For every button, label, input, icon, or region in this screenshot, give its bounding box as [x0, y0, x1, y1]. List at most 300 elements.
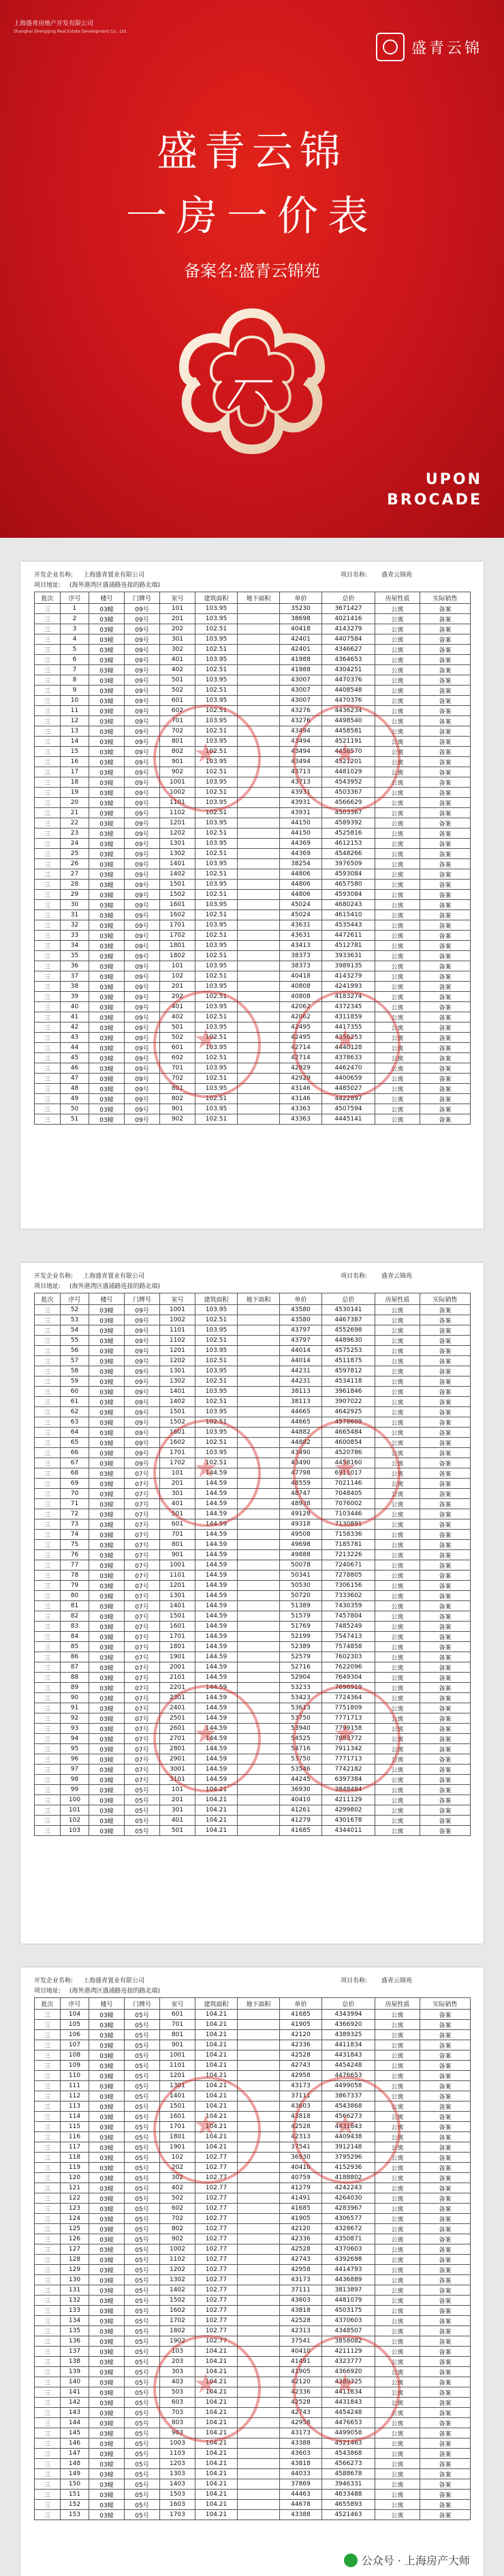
table-cell: 03幢: [89, 2132, 125, 2142]
table-cell: 102.77: [195, 2193, 238, 2204]
table-cell: [238, 900, 280, 910]
table-cell: 03幢: [89, 2204, 125, 2214]
table-row: [35, 2500, 471, 2510]
table-cell: 42528: [280, 2244, 322, 2255]
table-cell: 4304251: [322, 665, 375, 675]
table-cell: 三: [35, 2255, 61, 2265]
table-cell: 三: [35, 1754, 61, 1765]
table-cell: 09号: [125, 1315, 160, 1325]
table-cell: 55: [61, 1336, 89, 1346]
table-cell: 102.77: [195, 2173, 238, 2183]
table-cell: 132: [61, 2296, 89, 2306]
table-cell: 4597812: [322, 1366, 375, 1376]
column-header: 实际销售: [420, 1293, 471, 1305]
table-cell: 702: [160, 2214, 195, 2224]
table-row: [35, 1499, 471, 1509]
table-cell: 44369: [280, 849, 322, 859]
table-cell: 41988: [280, 665, 322, 675]
table-cell: 03幢: [89, 614, 125, 624]
table-cell: 144.59: [195, 1571, 238, 1581]
table-cell: 202: [160, 624, 195, 634]
table-cell: 备案: [420, 2449, 471, 2459]
table-cell: 公寓: [375, 2285, 420, 2296]
table-cell: [238, 1023, 280, 1033]
table-cell: 43818: [280, 2112, 322, 2122]
table-cell: [238, 890, 280, 900]
table-cell: [238, 2255, 280, 2265]
table-cell: 三: [35, 2081, 61, 2091]
table-cell: 43631: [280, 920, 322, 931]
table-row: [35, 716, 471, 726]
table-cell: 71: [61, 1499, 89, 1509]
table-row: [35, 1601, 471, 1611]
table-cell: 03幢: [89, 2040, 125, 2050]
table-cell: 3867337: [322, 2091, 375, 2102]
table-cell: 102.51: [195, 971, 238, 982]
table-cell: 128: [61, 2255, 89, 2265]
table-cell: [238, 1074, 280, 1084]
table-cell: 103.95: [195, 716, 238, 726]
table-cell: 52716: [280, 1662, 322, 1673]
table-cell: 4431843: [322, 2122, 375, 2132]
table-cell: 901: [160, 757, 195, 767]
table-row: [35, 1104, 471, 1114]
table-cell: 42: [61, 1023, 89, 1033]
table-cell: 09号: [125, 1376, 160, 1387]
table-cell: 104.21: [195, 2050, 238, 2061]
table-cell: 3946331: [322, 2479, 375, 2490]
table-cell: [238, 1356, 280, 1366]
table-cell: 03幢: [89, 2265, 125, 2275]
table-cell: 03幢: [89, 1053, 125, 1063]
table-cell: 公寓: [375, 2479, 420, 2490]
table-cell: 三: [35, 798, 61, 808]
table-cell: 03幢: [89, 971, 125, 982]
table-cell: 备案: [420, 696, 471, 706]
table-cell: 备案: [420, 849, 471, 859]
table-cell: 公寓: [375, 1499, 420, 1509]
table-cell: 102.77: [195, 2336, 238, 2347]
table-cell: 801: [160, 2030, 195, 2040]
table-cell: 1501: [160, 1407, 195, 1417]
table-cell: 三: [35, 1611, 61, 1622]
brand-logo-icon: [376, 33, 405, 61]
table-cell: 备案: [420, 1397, 471, 1407]
table-cell: 4593084: [322, 869, 375, 880]
table-cell: 三: [35, 737, 61, 747]
table-row: [35, 2112, 471, 2122]
table-cell: 42528: [280, 2316, 322, 2326]
table-cell: [238, 2428, 280, 2438]
table-cell: 53546: [280, 1765, 322, 1775]
table-cell: 104: [61, 2010, 89, 2020]
table-cell: 6: [61, 655, 89, 665]
table-cell: 三: [35, 2296, 61, 2306]
table-cell: 51769: [280, 1622, 322, 1632]
table-cell: 09号: [125, 1084, 160, 1094]
table-cell: 三: [35, 2204, 61, 2214]
table-cell: 03幢: [89, 696, 125, 706]
table-cell: 123: [61, 2204, 89, 2214]
table-cell: 03幢: [89, 777, 125, 788]
table-cell: 43490: [280, 1448, 322, 1458]
table-cell: [238, 982, 280, 992]
table-row: [35, 2367, 471, 2377]
table-cell: [238, 2224, 280, 2234]
table-cell: 03幢: [89, 1785, 125, 1795]
table-cell: 三: [35, 1336, 61, 1346]
table-cell: 三: [35, 818, 61, 828]
table-row: [35, 951, 471, 961]
table-cell: 03幢: [89, 2193, 125, 2204]
table-row: [35, 767, 471, 777]
table-cell: 103.95: [195, 634, 238, 645]
table-cell: 公寓: [375, 1104, 420, 1114]
table-cell: 03幢: [89, 1063, 125, 1074]
table-cell: 公寓: [375, 1438, 420, 1448]
table-cell: 三: [35, 2244, 61, 2255]
table-cell: 公寓: [375, 1074, 420, 1084]
table-cell: [238, 2234, 280, 2244]
table-row: [35, 1530, 471, 1540]
table-cell: 3: [61, 624, 89, 634]
wechat-icon: [344, 2554, 358, 2567]
table-cell: [238, 1662, 280, 1673]
table-cell: 07号: [125, 1560, 160, 1571]
table-cell: 135: [61, 2326, 89, 2336]
table-cell: 公寓: [375, 1084, 420, 1094]
table-cell: 备案: [420, 2326, 471, 2336]
table-cell: 65: [61, 1438, 89, 1448]
table-cell: 03幢: [89, 2244, 125, 2255]
table-cell: 备案: [420, 1012, 471, 1023]
table-row: [35, 1315, 471, 1325]
table-cell: 1802: [160, 2326, 195, 2336]
table-row: [35, 1325, 471, 1336]
table-cell: 41491: [280, 2193, 322, 2204]
table-cell: 38254: [280, 859, 322, 869]
table-cell: 7103446: [322, 1509, 375, 1519]
table-cell: 三: [35, 1094, 61, 1104]
column-header: 门牌号: [125, 592, 160, 604]
location-label: 项目地址:: [34, 582, 61, 589]
table-cell: 89: [61, 1683, 89, 1693]
table-cell: 03幢: [89, 1012, 125, 1023]
table-cell: 07号: [125, 1713, 160, 1724]
table-cell: [238, 1104, 280, 1114]
table-cell: 备案: [420, 1642, 471, 1652]
table-cell: 公寓: [375, 2173, 420, 2183]
table-cell: 7724364: [322, 1693, 375, 1703]
table-cell: 44882: [280, 1428, 322, 1438]
table-cell: 4655893: [322, 2500, 375, 2510]
footer-text: 公众号 · 上海房产大师: [361, 2554, 470, 2567]
table-cell: [238, 1376, 280, 1387]
table-cell: 三: [35, 1376, 61, 1387]
table-cell: 501: [160, 1023, 195, 1033]
table-cell: 12: [61, 716, 89, 726]
table-cell: 102.77: [195, 2244, 238, 2255]
table-cell: [238, 665, 280, 675]
table-cell: 503: [160, 2387, 195, 2398]
table-cell: [238, 1479, 280, 1489]
table-cell: 4521463: [322, 2438, 375, 2449]
price-table: [34, 1997, 471, 2520]
table-cell: 4530141: [322, 1305, 375, 1315]
table-cell: 85: [61, 1642, 89, 1652]
table-cell: 备案: [420, 1754, 471, 1765]
table-cell: 备案: [420, 634, 471, 645]
table-cell: 05号: [125, 2479, 160, 2490]
column-header: 房屋性质: [375, 1293, 420, 1305]
table-cell: 4633488: [322, 2490, 375, 2500]
table-cell: 44231: [280, 1366, 322, 1376]
table-cell: 备案: [420, 1816, 471, 1826]
table-cell: 03幢: [89, 2428, 125, 2438]
table-cell: 151: [61, 2490, 89, 2500]
table-cell: 36: [61, 961, 89, 971]
table-cell: 公寓: [375, 726, 420, 737]
table-cell: 03幢: [89, 1673, 125, 1683]
table-cell: 03幢: [89, 849, 125, 859]
table-cell: 4328672: [322, 2224, 375, 2234]
table-cell: [238, 1407, 280, 1417]
table-cell: 三: [35, 1519, 61, 1530]
table-cell: 38: [61, 982, 89, 992]
table-cell: 1202: [160, 1356, 195, 1366]
table-cell: 03幢: [89, 1468, 125, 1479]
table-cell: 03幢: [89, 1356, 125, 1366]
table-cell: [238, 1795, 280, 1805]
table-cell: 备案: [420, 1560, 471, 1571]
table-cell: 9: [61, 686, 89, 696]
table-row: [35, 910, 471, 920]
table-cell: 67: [61, 1458, 89, 1468]
table-cell: 备案: [420, 2428, 471, 2438]
table-cell: 2901: [160, 1754, 195, 1765]
table-cell: 公寓: [375, 2050, 420, 2061]
table-header-row: [35, 592, 471, 604]
table-cell: 公寓: [375, 910, 420, 920]
table-cell: 07号: [125, 1744, 160, 1754]
table-cell: [238, 1438, 280, 1448]
table-cell: 三: [35, 1043, 61, 1053]
table-cell: 41685: [280, 2010, 322, 2020]
table-cell: 05号: [125, 1826, 160, 1836]
table-cell: 144.59: [195, 1622, 238, 1632]
table-cell: 公寓: [375, 665, 420, 675]
table-cell: 备案: [420, 2122, 471, 2132]
table-row: [35, 1683, 471, 1693]
table-cell: 502: [160, 686, 195, 696]
table-cell: 09号: [125, 655, 160, 665]
table-row: [35, 941, 471, 951]
location-value: (海外港湾区盛浦路连接的路北端): [69, 582, 161, 589]
table-row: [35, 665, 471, 675]
table-cell: 36930: [280, 2153, 322, 2163]
table-cell: 56: [61, 1346, 89, 1356]
table-cell: 602: [160, 2204, 195, 2214]
table-cell: 43603: [280, 2102, 322, 2112]
column-header: 房屋性质: [375, 1998, 420, 2010]
table-cell: 03幢: [89, 1438, 125, 1448]
table-cell: 备案: [420, 2081, 471, 2091]
table-cell: 03幢: [89, 982, 125, 992]
table-cell: [238, 2265, 280, 2275]
table-cell: [238, 2459, 280, 2469]
table-cell: 41279: [280, 1816, 322, 1826]
table-cell: [238, 788, 280, 798]
table-row: [35, 2347, 471, 2357]
table-cell: 03幢: [89, 1571, 125, 1581]
table-row: [35, 2163, 471, 2173]
table-cell: 三: [35, 941, 61, 951]
table-cell: 公寓: [375, 1765, 420, 1775]
table-cell: 102.77: [195, 2326, 238, 2336]
table-cell: 03幢: [89, 839, 125, 849]
table-cell: 三: [35, 1622, 61, 1632]
table-cell: 公寓: [375, 2102, 420, 2112]
table-cell: 37111: [280, 2091, 322, 2102]
table-cell: 公寓: [375, 2234, 420, 2244]
table-cell: [238, 1632, 280, 1642]
table-cell: [238, 604, 280, 614]
table-cell: 103.95: [195, 757, 238, 767]
table-cell: 4503175: [322, 2306, 375, 2316]
table-cell: [238, 645, 280, 655]
table-cell: 03幢: [89, 880, 125, 890]
table-cell: [238, 2183, 280, 2193]
table-row: [35, 696, 471, 706]
table-cell: 备案: [420, 1448, 471, 1458]
table-cell: 1703: [160, 2510, 195, 2520]
table-cell: 4489630: [322, 1336, 375, 1346]
table-cell: 97: [61, 1765, 89, 1775]
table-cell: 三: [35, 2173, 61, 2183]
table-cell: 43494: [280, 747, 322, 757]
table-cell: 3989135: [322, 961, 375, 971]
table-cell: 144.59: [195, 1652, 238, 1662]
table-cell: 03幢: [89, 1448, 125, 1458]
table-cell: 6397384: [322, 1775, 375, 1785]
table-cell: 公寓: [375, 839, 420, 849]
table-cell: [238, 2132, 280, 2142]
table-cell: 备案: [420, 1673, 471, 1683]
table-cell: 03幢: [89, 665, 125, 675]
table-cell: 4021416: [322, 614, 375, 624]
table-cell: 05号: [125, 2071, 160, 2081]
table-cell: [238, 2030, 280, 2040]
table-row: [35, 1346, 471, 1356]
table-cell: 09号: [125, 624, 160, 634]
table-cell: 7622096: [322, 1662, 375, 1673]
table-cell: 三: [35, 2040, 61, 2050]
table-cell: 104.21: [195, 2357, 238, 2367]
table-cell: 144.59: [195, 1489, 238, 1499]
table-cell: 09号: [125, 869, 160, 880]
table-cell: 1501: [160, 2102, 195, 2112]
table-cell: [238, 1601, 280, 1611]
table-cell: 102.51: [195, 910, 238, 920]
table-cell: 三: [35, 1683, 61, 1693]
table-cell: 09号: [125, 1458, 160, 1468]
table-cell: 备案: [420, 2296, 471, 2306]
table-cell: 40418: [280, 624, 322, 634]
table-cell: 60: [61, 1387, 89, 1397]
table-cell: 126: [61, 2234, 89, 2244]
column-header: 门牌号: [125, 1998, 160, 2010]
table-cell: 公寓: [375, 1530, 420, 1540]
table-cell: 公寓: [375, 1571, 420, 1581]
table-cell: 三: [35, 1479, 61, 1489]
table-cell: 1101: [160, 1571, 195, 1581]
table-row: [35, 2204, 471, 2214]
table-cell: 03幢: [89, 2081, 125, 2091]
table-cell: 16: [61, 757, 89, 767]
table-cell: 1403: [160, 2479, 195, 2490]
table-cell: 三: [35, 2061, 61, 2071]
headline-title: 盛青云锦: [157, 128, 347, 176]
table-cell: 1001: [160, 1305, 195, 1315]
table-cell: 05号: [125, 2316, 160, 2326]
table-cell: 备案: [420, 1376, 471, 1387]
table-cell: 102.51: [195, 1356, 238, 1366]
table-cell: 42714: [280, 1043, 322, 1053]
table-cell: 三: [35, 788, 61, 798]
table-cell: 147: [61, 2449, 89, 2459]
table-cell: 03幢: [89, 675, 125, 686]
table-cell: 公寓: [375, 1673, 420, 1683]
table-cell: [238, 2449, 280, 2459]
table-cell: 三: [35, 1703, 61, 1713]
table-cell: 1001: [160, 777, 195, 788]
table-cell: 03幢: [89, 2367, 125, 2377]
table-cell: 501: [160, 1826, 195, 1836]
table-cell: 50078: [280, 1560, 322, 1571]
table-cell: 备案: [420, 2469, 471, 2479]
table-cell: 104.21: [195, 2142, 238, 2153]
table-cell: 三: [35, 2347, 61, 2357]
table-cell: 备案: [420, 2173, 471, 2183]
table-row: [35, 645, 471, 655]
table-cell: [238, 696, 280, 706]
table-cell: 103.95: [195, 655, 238, 665]
table-cell: 备案: [420, 2050, 471, 2061]
table-cell: 47798: [280, 1468, 322, 1479]
table-cell: 43818: [280, 2306, 322, 2316]
column-header: 单价: [280, 592, 322, 604]
table-cell: [238, 2122, 280, 2132]
table-cell: [238, 2275, 280, 2285]
table-cell: 1601: [160, 900, 195, 910]
table-cell: 备案: [420, 2306, 471, 2316]
price-table: [34, 1293, 471, 1836]
table-cell: 公寓: [375, 2193, 420, 2204]
table-cell: 42062: [280, 1012, 322, 1023]
table-cell: 76: [61, 1550, 89, 1560]
table-cell: 44665: [280, 1407, 322, 1417]
table-cell: 三: [35, 2010, 61, 2020]
table-cell: 47: [61, 1074, 89, 1084]
table-row: [35, 808, 471, 818]
table-cell: 03幢: [89, 747, 125, 757]
table-cell: [238, 2296, 280, 2306]
table-cell: 43173: [280, 2275, 322, 2285]
table-cell: 4372345: [322, 1002, 375, 1012]
project-label: 项目名称:: [341, 1273, 368, 1280]
table-cell: 三: [35, 992, 61, 1002]
table-cell: 1201: [160, 1346, 195, 1356]
